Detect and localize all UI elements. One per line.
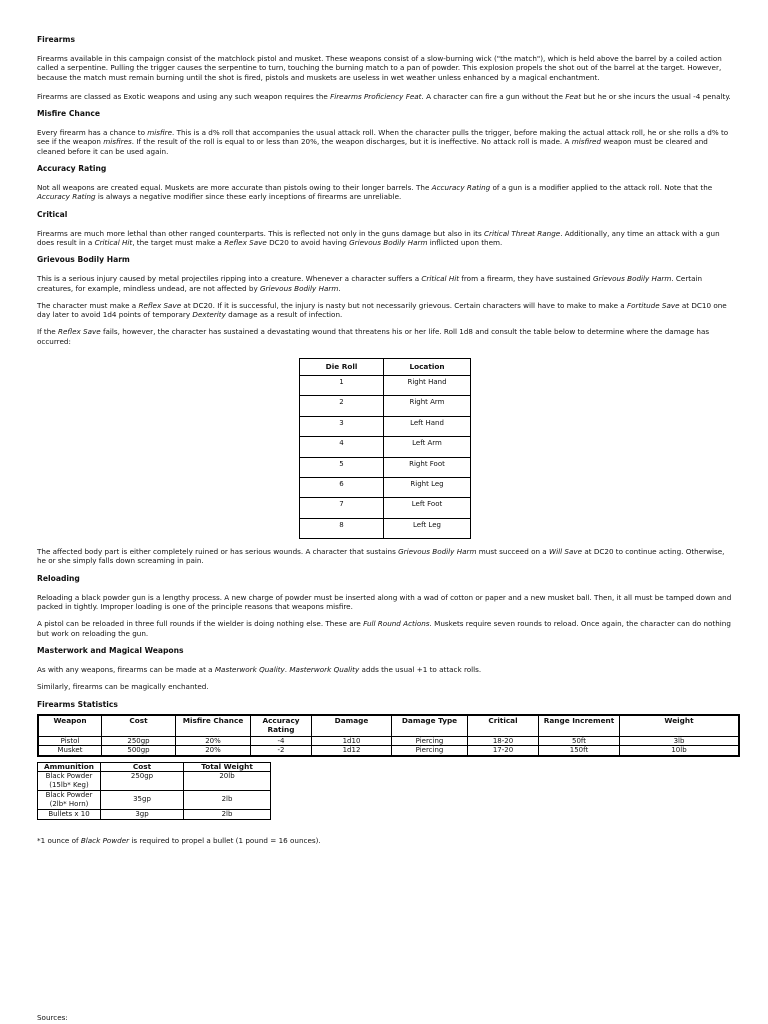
heading-accuracy-rating: Accuracy Rating (37, 164, 107, 174)
weight-cell: 10lb (620, 746, 740, 756)
location-cell: Right Hand (384, 376, 471, 396)
text: is required to propel a bullet (1 pound = 16 ounces). (129, 835, 321, 845)
cost-cell: 250gp (101, 771, 184, 790)
misfire-cell: 20% (176, 746, 251, 756)
heading-misfire-chance: Misfire Chance (37, 109, 101, 119)
damage-cell: 1d10 (312, 736, 392, 746)
term: misfire (147, 128, 173, 138)
critical-cell: 18-20 (468, 736, 539, 746)
text: , the target must make a (132, 237, 225, 247)
term: Reflex Save (58, 327, 101, 337)
document-content (37, 35, 733, 853)
table-row (300, 437, 471, 457)
footnote-black-powder (37, 836, 733, 845)
text: *1 ounce of (37, 835, 81, 845)
paragraph-grievous-2 (37, 301, 733, 320)
text: As with any weapons, firearms can be made at a (37, 664, 215, 674)
text: Not all weapons are created equal. Muskets are more accurate than pistols owing to their longer barrels. The (37, 183, 432, 193)
heading-critical: Critical (37, 209, 68, 219)
column-header: Misfire Chance (176, 715, 251, 737)
paragraph-reloading-2 (37, 619, 733, 638)
text: Firearms are classed as Exotic weapons and using any such weapon requires the (37, 91, 331, 101)
paragraph-affected-body-part (37, 547, 733, 566)
column-header: Range Increment (539, 715, 620, 737)
weapon-cell: Musket (38, 746, 102, 756)
weapon-cell: Pistol (38, 736, 102, 746)
paragraph-accuracy (37, 183, 733, 202)
term: Critical Hit (421, 274, 460, 284)
column-header: Critical (468, 715, 539, 737)
text: . Certain creatures, for example, mindless undead, are not affected by (37, 274, 703, 293)
paragraph-misfire (37, 128, 733, 156)
term: Grievous Bodily Harm (592, 274, 672, 284)
text: damage as a result of infection. (225, 310, 343, 320)
term: Grievous Bodily Harm (349, 237, 428, 247)
table-row (38, 809, 271, 819)
ammunition-table (37, 762, 271, 820)
term: Grievous Bodily Harm (398, 547, 477, 557)
text: inflicted upon them. (427, 237, 503, 247)
firearms-statistics-table (37, 714, 740, 757)
text: fails, however, the character has sustained a devastating wound that threatens his or her life. Roll 1d8 and consult the table below to determine where the damage has occurred: (37, 327, 710, 346)
table-row (38, 771, 271, 790)
text: A pistol can be reloaded in three full rounds if the wielder is doing nothing else. These are (37, 619, 364, 629)
text: at DC20. If it is successful, the injury is nasty but not necessarily grievous. Certain characters will have to make to make a (181, 300, 627, 310)
column-header: Cost (102, 715, 176, 737)
term: Critical Hit (94, 237, 133, 247)
text: . If the result of the roll is equal to or less than 20%, the weapon discharges, but it is ineffective. No attack roll is made. A (131, 137, 572, 147)
table-row (300, 518, 471, 538)
text: If the (37, 327, 59, 337)
column-header: Damage Type (392, 715, 468, 737)
table-row (300, 457, 471, 477)
location-cell: Right Leg (384, 478, 471, 498)
location-cell: Left Arm (384, 437, 471, 457)
damage-type-cell: Piercing (392, 746, 468, 756)
die-roll-cell: 2 (300, 396, 384, 416)
column-header: Location (384, 359, 471, 376)
accuracy-cell: -4 (251, 736, 312, 746)
paragraph-grievous-3 (37, 327, 733, 346)
table-row (300, 478, 471, 498)
die-roll-cell: 3 (300, 416, 384, 436)
text: Every firearm has a chance to (37, 128, 148, 138)
table-row (300, 498, 471, 518)
table-row (300, 416, 471, 436)
weight-cell: 20lb (184, 771, 271, 790)
term: Fortitude Save (626, 300, 680, 310)
die-roll-cell: 1 (300, 376, 384, 396)
text: of a gun is a modifier applied to the attack roll. Note that the (490, 183, 713, 193)
misfire-cell: 20% (176, 736, 251, 746)
die-roll-cell: 5 (300, 457, 384, 477)
text: weapon must be cleared and cleaned before it can be used again. (37, 137, 708, 156)
text: must succeed on a (476, 547, 549, 557)
term: Black Powder (80, 835, 130, 845)
range-cell: 150ft (539, 746, 620, 756)
text: DC20 to avoid having (266, 237, 350, 247)
text: at DC10 one day later to avoid 1d4 points of temporary (37, 300, 727, 320)
term: Critical Threat Range (483, 228, 561, 238)
text: . A character can fire a gun without the (421, 91, 566, 101)
paragraph-masterwork-2: Similarly, firearms can be magically enchanted. (37, 682, 209, 692)
die-roll-cell: 6 (300, 478, 384, 498)
damage-type-cell: Piercing (392, 736, 468, 746)
weight-cell: 3lb (620, 736, 740, 746)
text: . Muskets require seven rounds to reload. Once again, the character can do nothing but work on reloading the gun. (37, 619, 731, 638)
heading-reloading: Reloading (37, 573, 80, 583)
text: The character must make a (37, 300, 139, 310)
table-row (300, 396, 471, 416)
term: misfires (103, 137, 132, 147)
text: . Additionally, any time an attack with a gun does result in a (37, 228, 720, 247)
location-cell: Left Foot (384, 498, 471, 518)
cost-cell: 500gp (102, 746, 176, 756)
table-header-row (38, 715, 739, 737)
die-roll-cell: 7 (300, 498, 384, 518)
paragraph-grievous-1 (37, 274, 733, 293)
text: from a firearm, they have sustained (459, 274, 593, 284)
die-roll-cell: 8 (300, 518, 384, 538)
term: Full Round Actions (363, 619, 430, 629)
column-header: Cost (101, 762, 184, 771)
weight-cell: 2lb (184, 790, 271, 809)
term: misfired (571, 137, 602, 147)
term: Dexterity (192, 310, 226, 320)
text: is always a negative modifier since these early inceptions of firearms are unreliable. (95, 192, 402, 202)
text: Firearms are much more lethal than other ranged counterparts. This is reflected not only in the guns damage but also in its (37, 228, 484, 238)
cost-cell: 250gp (102, 736, 176, 746)
feat-name: Firearms Proficiency Feat (330, 91, 422, 101)
term: Masterwork Quality (289, 664, 360, 674)
accuracy-cell: -2 (251, 746, 312, 756)
location-cell: Left Leg (384, 518, 471, 538)
paragraph-reloading-1: Reloading a black powder gun is a lengthy process. A new charge of powder must be inserted along with a wad of cotton or paper and a new musket ball. Then, it all must be tamped down and packed in tightly. Improper loading is one of the principle reasons that weapons misfire. (37, 592, 732, 612)
die-roll-cell: 4 (300, 437, 384, 457)
cost-cell: 3gp (101, 809, 184, 819)
column-header: Total Weight (184, 762, 271, 771)
text: . This is a d% roll that accompanies the usual attack roll. When the character pulls the trigger, before making the actual attack roll, he or she rolls a d% to see if the weapon (37, 128, 729, 147)
table-row (38, 790, 271, 809)
location-cell: Right Arm (384, 396, 471, 416)
ammunition-cell: Black Powder (15lb* Keg) (38, 771, 101, 790)
text: The affected body part is either completely ruined or has serious wounds. A character that sustains (37, 547, 399, 557)
term: Accuracy Rating (431, 183, 491, 193)
paragraph-firearms-exotic (37, 92, 733, 101)
term: Masterwork Quality (214, 664, 285, 674)
critical-cell: 17-20 (468, 746, 539, 756)
weight-cell: 2lb (184, 809, 271, 819)
term: Grievous Bodily Harm (259, 283, 339, 293)
term: Reflex Save (224, 237, 267, 247)
ammunition-cell: Black Powder (2lb* Horn) (38, 790, 101, 809)
heading-grievous-bodily-harm: Grievous Bodily Harm (37, 255, 130, 265)
damage-cell: 1d12 (312, 746, 392, 756)
term: Will Save (549, 547, 583, 557)
column-header: Ammunition (38, 762, 101, 771)
term: Reflex Save (138, 300, 182, 310)
heading-firearms-statistics: Firearms Statistics (37, 699, 118, 709)
column-header: Weapon (38, 715, 102, 737)
table-row (300, 376, 471, 396)
text: at DC20 to continue acting. Otherwise, he or she simply falls down screaming in pain. (37, 547, 725, 566)
location-cell: Left Hand (384, 416, 471, 436)
paragraph-firearms-intro: Firearms available in this campaign consist of the matchlock pistol and musket. These weapons consist of a slow-burning wick ("the match"), which is held above the barrel by a coiled action called a serpentine. Pulling the trigger causes the serpentine to turn, touching the burning match to a pan of powder. This explosion propels the shot out of the barrel at the target. However, because the match must remain burning until the shot is fired, pistols and muskets are useless in wet weather unless enhanced by a magical enchantment. (37, 54, 722, 82)
text: This is a serious injury caused by metal projectiles ripping into a creature. Whenever a character suffers a (37, 274, 422, 284)
hit-location-table (299, 358, 471, 539)
column-header: Accuracy Rating (251, 715, 312, 737)
heading-firearms: Firearms (37, 35, 75, 44)
table-row (38, 736, 739, 746)
heading-masterwork: Masterwork and Magical Weapons (37, 645, 184, 655)
text: but he or she incurs the usual -4 penalty. (581, 91, 731, 101)
table-row (38, 746, 739, 756)
feat-word: Feat (565, 91, 582, 101)
table-header-row (300, 359, 471, 376)
cost-cell: 35gp (101, 790, 184, 809)
text: . (338, 283, 341, 293)
term: Accuracy Rating (37, 192, 96, 202)
paragraph-critical (37, 229, 733, 248)
column-header: Damage (312, 715, 392, 737)
sources-label: Sources: (37, 1013, 68, 1022)
paragraph-masterwork-1 (37, 665, 733, 674)
column-header: Die Roll (300, 359, 384, 376)
table-header-row (38, 762, 271, 771)
column-header: Weight (620, 715, 740, 737)
range-cell: 50ft (539, 736, 620, 746)
text: . (284, 664, 290, 674)
text: adds the usual +1 to attack rolls. (359, 664, 482, 674)
location-cell: Right Foot (384, 457, 471, 477)
ammunition-cell: Bullets x 10 (38, 809, 101, 819)
